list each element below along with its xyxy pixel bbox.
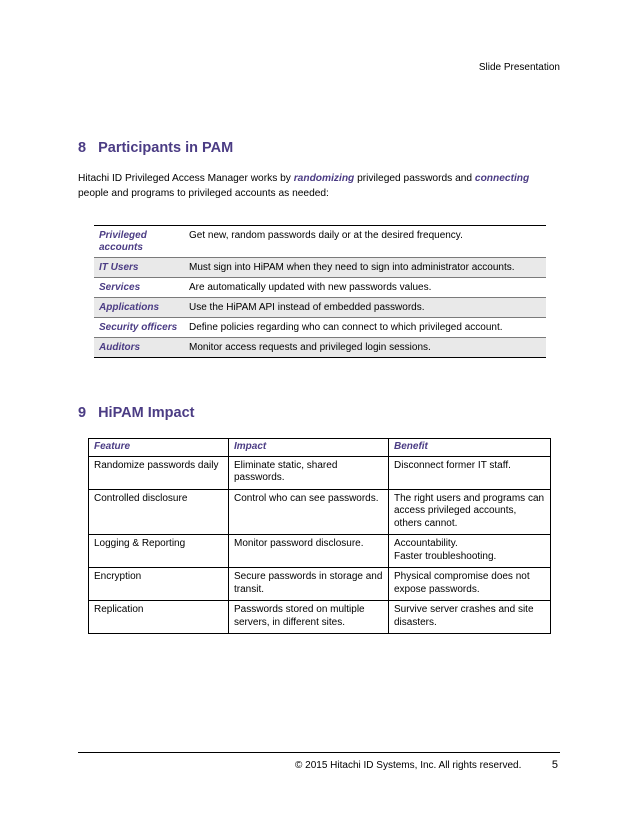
section-number: 8 — [78, 140, 87, 156]
section-heading-impact — [78, 405, 195, 421]
feature-cell: Logging & Reporting — [89, 535, 229, 568]
benefit-cell: Survive server crashes and site disasters. — [389, 601, 551, 634]
benefit-cell: Accountability. Faster troubleshooting. — [389, 535, 551, 568]
section-title: HiPAM Impact — [98, 405, 195, 421]
table-row — [89, 568, 551, 601]
document-type-label: Slide Presentation — [478, 62, 560, 73]
section-heading-participants — [78, 140, 233, 156]
table-row — [89, 601, 551, 634]
table-row — [94, 258, 546, 278]
role-description: Define policies regarding who can connect to which privileged account. — [184, 318, 546, 338]
role-description: Monitor access requests and privileged login sessions. — [184, 338, 546, 358]
feature-cell: Replication — [89, 601, 229, 634]
feature-cell: Encryption — [89, 568, 229, 601]
impact-cell: Passwords stored on multiple servers, in different sites. — [229, 601, 389, 634]
benefit-cell: The right users and programs can access privileged accounts, others cannot. — [389, 489, 551, 535]
impact-cell: Control who can see passwords. — [229, 489, 389, 535]
table-row — [94, 318, 546, 338]
role-name: Applications — [94, 298, 184, 318]
intro-emphasis-randomizing: randomizing — [293, 173, 355, 184]
intro-text: privileged passwords and — [354, 173, 475, 184]
feature-cell: Randomize passwords daily — [89, 456, 229, 489]
table-row — [89, 489, 551, 535]
role-name: Security officers — [94, 318, 184, 338]
column-header-feature: Feature — [89, 439, 229, 457]
impact-table — [88, 438, 551, 634]
table-row — [94, 298, 546, 318]
role-description: Must sign into HiPAM when they need to sign into administrator accounts. — [184, 258, 546, 278]
benefit-cell: Physical compromise does not expose passwords. — [389, 568, 551, 601]
copyright-notice: © 2015 Hitachi ID Systems, Inc. All rights reserved. — [295, 760, 522, 771]
role-name: IT Users — [94, 258, 184, 278]
intro-text: people and programs to privileged accounts as needed: — [78, 188, 329, 199]
participants-table — [94, 225, 546, 358]
role-name: Services — [94, 278, 184, 298]
benefit-cell: Disconnect former IT staff. — [389, 456, 551, 489]
role-name: Privileged accounts — [94, 226, 184, 258]
table-row — [89, 456, 551, 489]
role-description: Use the HiPAM API instead of embedded passwords. — [184, 298, 546, 318]
role-name: Auditors — [94, 338, 184, 358]
column-header-benefit: Benefit — [389, 439, 551, 457]
section-title: Participants in PAM — [98, 140, 234, 156]
intro-emphasis-connecting: connecting — [474, 173, 530, 184]
table-row — [94, 226, 546, 258]
role-description: Are automatically updated with new passwords values. — [184, 278, 546, 298]
impact-cell: Monitor password disclosure. — [229, 535, 389, 568]
role-description: Get new, random passwords daily or at the desired frequency. — [184, 226, 546, 258]
table-row — [94, 278, 546, 298]
feature-cell: Controlled disclosure — [89, 489, 229, 535]
table-row — [94, 338, 546, 358]
intro-text: Hitachi ID Privileged Access Manager works by — [78, 173, 294, 184]
page-number: 5 — [551, 759, 558, 771]
section-number: 9 — [78, 405, 87, 421]
impact-cell: Secure passwords in storage and transit. — [229, 568, 389, 601]
column-header-impact: Impact — [229, 439, 389, 457]
impact-cell: Eliminate static, shared passwords. — [229, 456, 389, 489]
intro-paragraph — [78, 171, 558, 201]
table-row — [89, 535, 551, 568]
footer-divider — [78, 752, 560, 753]
table-header-row — [89, 439, 551, 457]
